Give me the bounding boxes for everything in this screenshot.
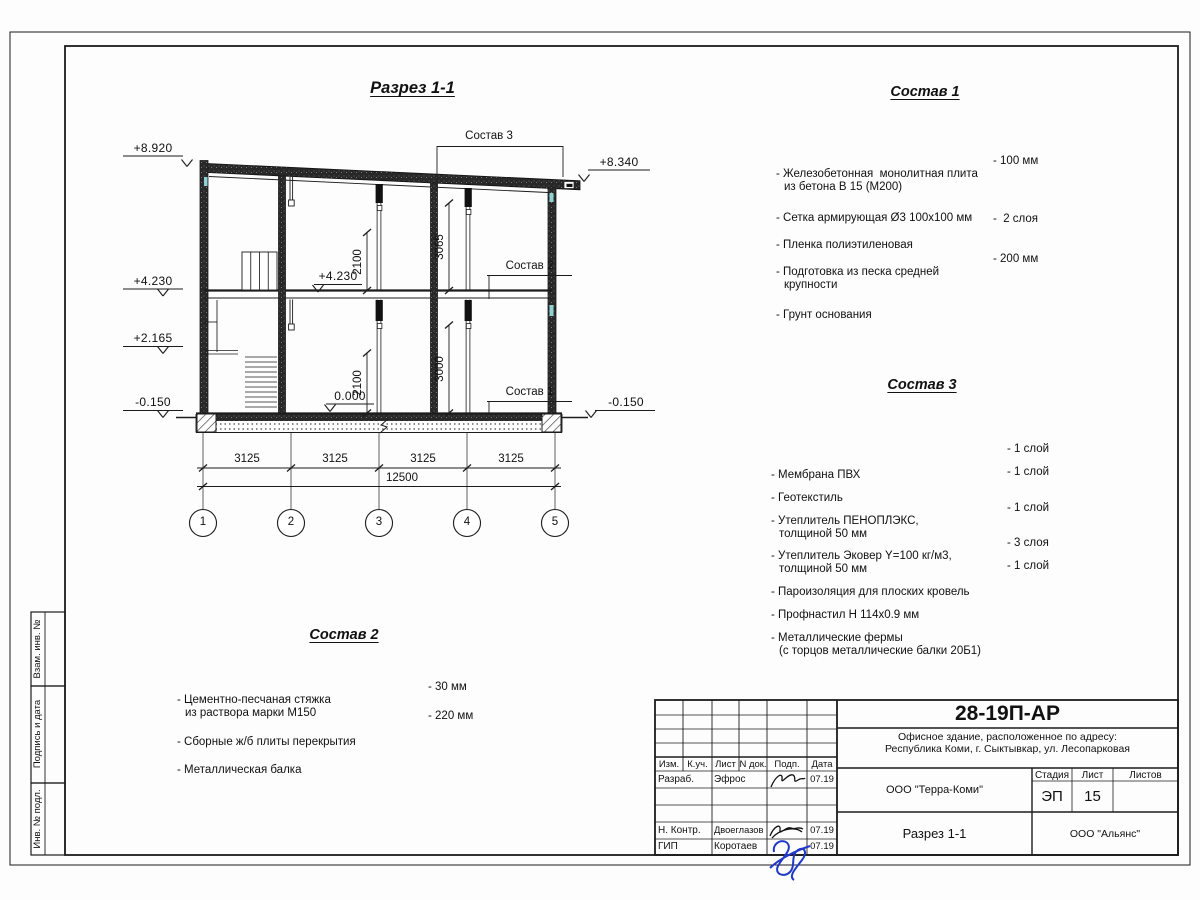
signature-korotaev [770, 841, 810, 880]
list-item: - Сборные ж/б плиты перекрытия - 220 мм [177, 710, 474, 748]
header-kuch: К.уч. [687, 759, 708, 770]
stadia-value: ЭП [1041, 788, 1063, 805]
margin-label-inv: Инв. № подл. [32, 789, 43, 849]
dim-floor1-height: 3000 [434, 356, 446, 382]
sostav1-heading: Состав 1 [890, 84, 960, 100]
elevation-right-ground: -0.150 [608, 395, 644, 409]
sheet-title: Разрез 1-1 [902, 826, 967, 841]
contractor: ООО "Альянс" [1069, 828, 1141, 840]
signature-dvoeglazov [770, 826, 803, 838]
sostav3-heading: Состав 3 [887, 377, 957, 393]
list-item: - Профнастил Н 114х0.9 мм [771, 609, 920, 621]
header-ndok: N док. [739, 759, 767, 770]
name-dvoeglazov: Двоеглазов [714, 825, 764, 835]
document-code: 28-19П-АР [955, 702, 1060, 725]
list-item: - Железобетонная монолитная плита из бетона В 15 (М200) - 100 мм [776, 155, 1039, 193]
dim-total: 12500 [386, 472, 418, 484]
role-gip: ГИП [658, 841, 678, 852]
dim-floor2-height: 3065 [434, 234, 446, 260]
stadia-header: Стадия [1034, 770, 1070, 781]
list-item: - Пароизоляция для плоских кровель - 1 слой [771, 560, 1050, 598]
role-razrab: Разраб. [658, 774, 695, 785]
elevation-left-floor2: +4.230 [133, 274, 173, 288]
header-podp: Подп. [774, 759, 800, 770]
elevation-left-roof: +8.920 [133, 141, 173, 155]
design-org: ООО "Терра-Коми" [885, 784, 983, 796]
elevation-interior-floor2: +4.230 [318, 269, 358, 283]
list-item: - Металлическая балка [177, 764, 302, 776]
sheet-number: 15 [1084, 788, 1101, 805]
dim-bay-3: 3125 [410, 453, 436, 465]
sheet-header: Лист [1081, 770, 1104, 781]
signatures [770, 775, 810, 880]
list-item: - Пленка полиэтиленовая - 2 слоя [776, 213, 1039, 251]
header-izm: Изм. [658, 759, 680, 770]
date-nkontr: 07.19 [810, 825, 834, 836]
date-gip: 07.19 [810, 841, 834, 852]
grid-bubble-3: 3 [375, 516, 383, 528]
dim-bay-2: 3125 [322, 453, 348, 465]
list-item: - Цементно-песчаная стяжка из раствора марки М150 - 30 мм [177, 681, 467, 719]
object-description-line1: Офисное здание, расположенное по адресу: [898, 731, 1117, 743]
suspended-rods [289, 177, 295, 330]
grid-bubble-4: 4 [463, 516, 471, 528]
elevation-left-landing: +2.165 [133, 331, 173, 345]
name-korotaev: Коротаев [714, 841, 758, 852]
date-razrab: 07.19 [810, 774, 834, 785]
object-description-line2: Республика Коми, г. Сыктывкар, ул. Лесопарковая [885, 743, 1130, 755]
sheets-header: Листов [1129, 770, 1162, 781]
list-item: - Утеплитель Эковер Y=100 кг/м3, толщиной 50 мм - 3 слоя [771, 537, 1049, 575]
grid-bubble-5: 5 [551, 516, 559, 528]
section-title: Разрез 1-1 [370, 79, 455, 97]
callout-sostav1: Состав 1 [505, 386, 554, 398]
elevation-left-ground: -0.150 [135, 395, 171, 409]
callout-sostav2: Состав 2 [505, 260, 554, 272]
signature-efros [771, 775, 805, 787]
dim-floor1-door: 2100 [352, 370, 364, 396]
callout-sostav3: Состав 3 [465, 130, 513, 142]
dim-bay-4: 3125 [498, 453, 524, 465]
roof [207, 164, 580, 193]
list-item: - Подготовка из песка средней крупности - 200 мм [776, 253, 1039, 291]
grid-bubble-1: 1 [199, 516, 207, 528]
list-item: - Мембрана ПВХ - 1 слой [771, 443, 1050, 481]
dim-floor2-door: 2100 [352, 249, 364, 275]
sostav2-heading: Состав 2 [309, 627, 379, 643]
grid-bubble-2: 2 [287, 516, 295, 528]
dim-bay-1: 3125 [234, 453, 260, 465]
name-efros: Эфрос [714, 774, 746, 785]
list-item: - Грунт основания [776, 309, 872, 321]
elevation-right-roof: +8.340 [599, 155, 639, 169]
list-item: - Сетка армирующая Ø3 100x100 мм [776, 212, 973, 224]
list-item: - Утеплитель ПЕНОПЛЭКС, толщиной 50 мм - 1 слой [771, 502, 1050, 540]
margin-label-podpis: Подпись и дата [32, 699, 43, 769]
margin-label-vzam: Взам. инв. № [32, 619, 43, 679]
elevation-interior-zero: 0.000 [334, 389, 366, 403]
ground-slab [176, 414, 588, 434]
stairs [204, 252, 277, 407]
role-nkontr: Н. Контр. [658, 825, 701, 836]
list-item: - Геотекстиль - 1 слой [771, 466, 1050, 504]
header-list: Лист [715, 759, 736, 770]
header-data: Дата [811, 759, 833, 770]
list-item: - Металлические фермы (с торцов металлические балки 20Б1) [771, 632, 981, 657]
